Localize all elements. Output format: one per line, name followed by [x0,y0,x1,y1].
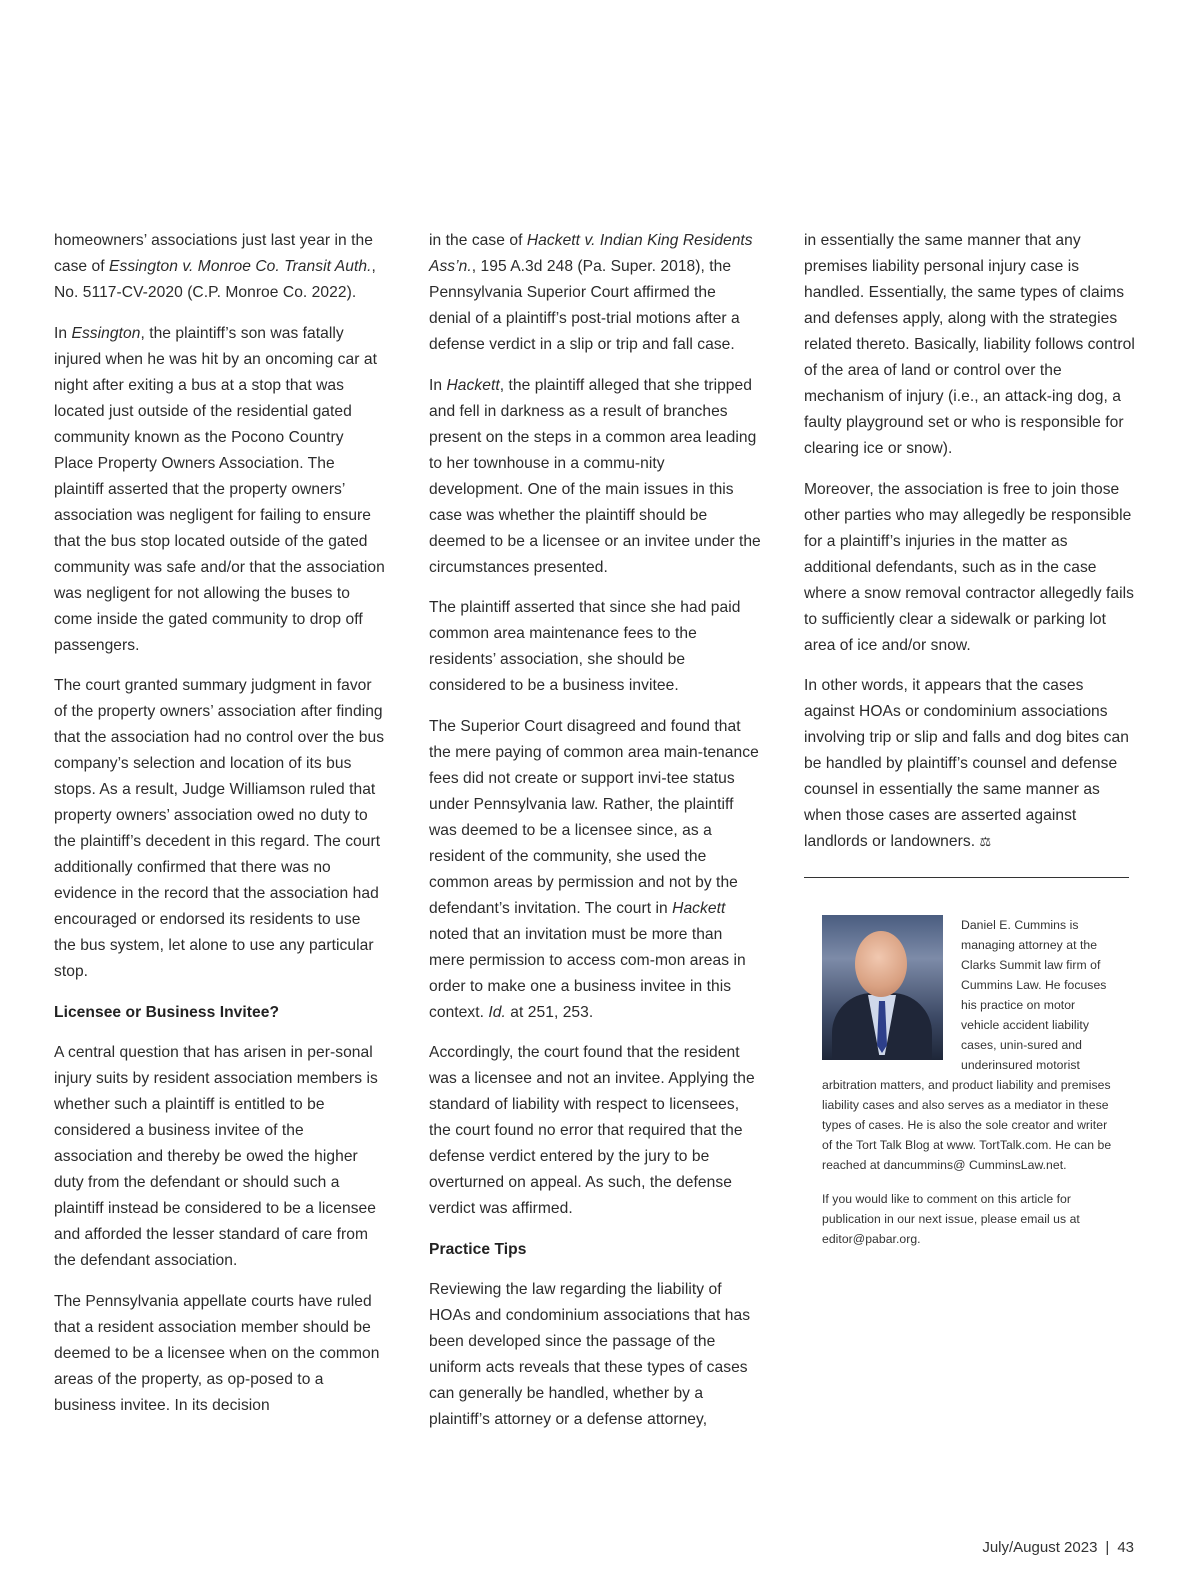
section-heading: Licensee or Business Invitee? [54,1003,280,1021]
paragraph: Accordingly, the court found that the resident was a licensee and not an invitee. Applying the standard of liability with respect to licensees, the court found no error that required that the defense verdict entered by the jury to be overturned on appeal. As such, the defense verdict was affirmed. [429,1044,755,1217]
author-bio [822,915,1114,1249]
issue-date: July/August 2023 [982,1539,1098,1556]
divider [804,877,1129,878]
paragraph: The Superior Court disagreed and found that the mere paying of common area main-tenance fees did not create or support invi-tee status under Pennsylvania law. Rather, the plaintiff was deemed to be a licensee since, as a resident of the community, she used the common areas by permission and not by the defendant’s invitation. The court in Hackett noted that an invitation must be more than mere permission to access com-mon areas in order to make one a business invitee in this context. Id. at 251, 253. [429,717,759,1021]
paragraph: The Pennsylvania appellate courts have ruled that a resident association member should be deemed to be a licensee when on the common areas of the property, as op-posed to a business invitee. In its decision [54,1292,380,1414]
section-heading: Practice Tips [429,1240,527,1258]
paragraph: in essentially the same manner that any premises liability personal injury case is handled. Essentially, the same types of claims and defenses apply, along with the strategies related thereto. Basically, liability follows control of the area of land or control over the mechanism of injury (i.e., an attack-ing dog, a faulty playground set or who is responsible for clearing ice or snow). [804,232,1135,457]
paragraph: homeowners’ associations just last year in the case of Essington v. Monroe Co. Transit Auth., No. 5117-CV-2020 (C.P. Monroe Co. 2022). [54,232,376,301]
paragraph: The plaintiff asserted that since she had paid common area maintenance fees to the residents’ association, she should be considered to be a business invitee. [429,599,741,694]
comment-note: If you would like to comment on this article for publication in our next issue, please email us at editor@pabar.org. [822,1192,1080,1246]
paragraph: In Essington, the plaintiff’s son was fatally injured when he was hit by an oncoming car at night after exiting a bus at a stop that was located just outside of the residential gated community known as the Pocono Country Place Property Owners Association. The plaintiff asserted that the property owners’ association was negligent for failing to ensure that the bus stop located outside of the gated community was safe and/or that the association was negligent for not allowing the buses to come inside the gated community to drop off passengers. [54,324,385,654]
paragraph: In Hackett, the plaintiff alleged that she tripped and fell in darkness as a result of branches present on the steps in a common area leading to her townhouse in a commu-nity development. One of the main issues in this case was whether the plaintiff should be deemed to be a licensee or an invitee under the circumstances presented. [429,376,761,576]
paragraph: Reviewing the law regarding the liability of HOAs and condominium associations that has been developed since the passage of the uniform acts reveals that these types of cases can generally be handled, whether by a plaintiff’s attorney or a defense attorney, [429,1281,751,1428]
article-column-1 [54,228,386,1433]
paragraph: A central question that has arisen in per-sonal injury suits by resident association members is whether such a plaintiff is entitled to be considered a business invitee of the association and thereby be owed the higher duty from the defendant or should such a plaintiff instead be considered to be a licensee and afforded the lesser standard of care from the defendant association. [54,1044,378,1269]
paragraph: Moreover, the association is free to join those other parties who may allegedly be responsible for a plaintiff’s injuries in the matter as additional defendants, such as in the case where a snow removal contractor allegedly fails to sufficiently clear a sidewalk or parking lot area of ice and/or snow. [804,480,1134,654]
scales-of-justice-icon: ⚖ [979,834,992,849]
paragraph: in the case of Hackett v. Indian King Residents Ass’n., 195 A.3d 248 (Pa. Super. 2018), the Pennsylvania Superior Court affirmed the denial of a plaintiff’s post-trial motions after a defense verdict in a slip or trip and fall case. [429,232,753,353]
article-column-2 [429,228,761,1448]
article-column-3 [804,228,1136,1263]
page-number: 43 [1117,1539,1134,1556]
page-footer [982,1539,1134,1556]
bio-text: Daniel E. Cummins is managing attorney at the Clarks Summit law firm of Cummins Law. He focuses his practice on motor vehicle accident liability cases, unin-sured and underinsured motorist arbitration matters, and product liability and premises liability cases and also serves as a mediator in these types of cases. He is also the sole creator and writer of the Tort Talk Blog at www. TortTalk.com. He can be reached at dancummins@ CumminsLaw.net. [822,918,1112,1172]
author-photo [822,915,943,1060]
footer-separator: | [1105,1539,1110,1556]
paragraph: In other words, it appears that the cases against HOAs or condominium associations involving trip or slip and falls and dog bites can be handled by plaintiff’s counsel and defense counsel in essentially the same manner as when those cases are asserted against landlords or landowners. ⚖ [804,677,1129,850]
paragraph: The court granted summary judgment in favor of the property owners’ association after finding that the association had no control over the bus company’s selection and location of its bus stops. As a result, Judge Williamson ruled that property owners’ association owed no duty to the plaintiff’s decedent in this regard. The court additionally confirmed that there was no evidence in the record that the association had encouraged or endorsed its residents to use the bus system, let alone to use any particular stop. [54,677,385,980]
